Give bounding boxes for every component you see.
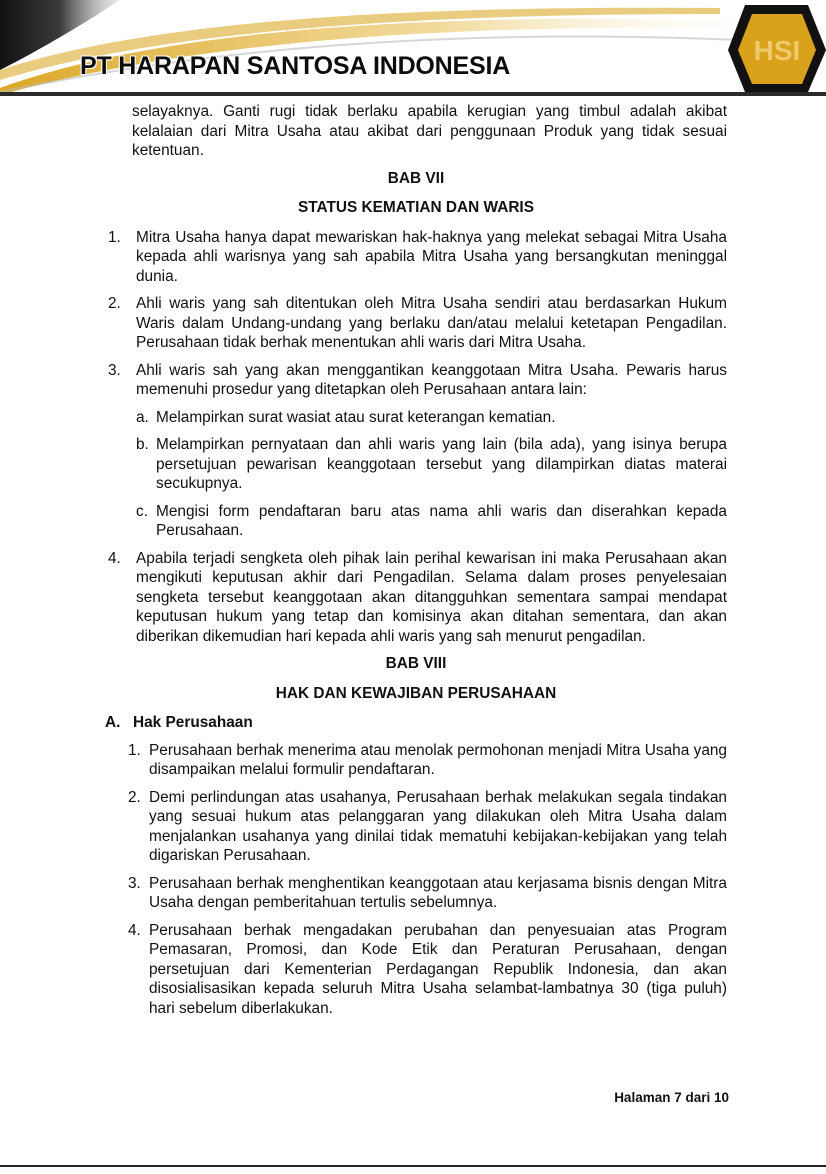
item-text: Apabila terjadi sengketa oleh pihak lain perihal kewarisan ini maka Perusahaan akan mengikuti keputusan akhir dari Pengadilan. Selama dalam proses penyelesaian sengketa tersebut keanggotaan akan ditangguhkan sementara sampai mendapat keputusan hukum yang tetap dan komisinya akan ditahan sementara, dan akan diberikan dikemudian hari kepada ahli waris yang sah menurut pengadilan. xyxy=(136,549,727,645)
list-item xyxy=(105,228,727,287)
list-item xyxy=(105,788,727,866)
subitem-text: Melampirkan pernyataan dan ahli waris yang lain (bila ada), yang isinya berupa persetujuan pewarisan keanggotaan tersebut yang dilampirkan diatas materai secukupnya. xyxy=(156,436,727,492)
sub-list-item xyxy=(105,435,727,494)
document-body xyxy=(105,102,727,1026)
bab8-heading: BAB VIII xyxy=(385,655,447,672)
bab7-title: STATUS KEMATIAN DAN WARIS xyxy=(298,199,534,216)
section-letter: A. xyxy=(105,714,121,731)
item-number: 4. xyxy=(108,549,121,567)
subitem-text: Mengisi form pendaftaran baru atas nama ahli waris dan diserahkan kepada Perusahaan. xyxy=(156,502,727,539)
page-header xyxy=(0,0,826,96)
footer-divider xyxy=(0,1165,826,1167)
item-text: Ahli waris sah yang akan menggantikan keanggotaan Mitra Usaha. Pewaris harus memenuhi prosedur yang ditetapkan oleh Perusahaan antara lain: xyxy=(136,361,727,398)
list-item xyxy=(105,921,727,1019)
item-text: Ahli waris yang sah ditentukan oleh Mitra Usaha sendiri atau berdasarkan Hukum Waris dalam Undang-undang yang berlaku dan/atau melalui ketetapan Pengadilan. Perusahaan tidak berhak menentukan ahli waris dari Mitra Usaha. xyxy=(136,295,727,351)
section-heading xyxy=(105,713,727,733)
bab7-heading: BAB VII xyxy=(387,169,445,187)
subitem-letter: c. xyxy=(136,502,148,520)
sub-list-item xyxy=(105,408,727,428)
bab8-title: HAK DAN KEWAJIBAN PERUSAHAAN xyxy=(275,684,557,702)
item-number: 1. xyxy=(108,228,121,246)
item-text: Demi perlindungan atas usahanya, Perusahaan berhak melakukan segala tindakan yang sesuai hukum atas pelanggaran yang dilakukan oleh Mitra Usaha dalam menjalankan usahanya yang dinilai tidak mematuhi kebijakan-kebijakan yang telah digariskan Perusahaan. xyxy=(149,788,727,864)
header-swoosh-graphic xyxy=(0,0,826,96)
item-text: Perusahaan berhak menghentikan keanggotaan atau kerjasama bisnis dengan Mitra Usaha dengan pemberitahuan tertulis sebelumnya. xyxy=(149,874,727,911)
item-number: 2. xyxy=(108,295,121,312)
intro-paragraph: selayaknya. Ganti rugi tidak berlaku apabila kerugian yang timbul adalah akibat kelalaian dari Mitra Usaha atau akibat dari penggunaan Produk yang tidak sesuai ketentuan. xyxy=(132,103,727,159)
subitem-letter: b. xyxy=(136,436,149,453)
list-item xyxy=(105,549,727,647)
subitem-text: Melampirkan surat wasiat atau surat keterangan kematian. xyxy=(156,408,556,426)
svg-text:HSI: HSI xyxy=(753,35,801,66)
subitem-letter: a. xyxy=(136,408,149,426)
sub-list-item xyxy=(105,502,727,541)
list-item xyxy=(105,741,727,780)
list-item xyxy=(105,294,727,353)
item-text: Perusahaan berhak menerima atau menolak permohonan menjadi Mitra Usaha yang disampaikan melalui formulir pendaftaran. xyxy=(149,741,727,778)
company-name: PT HARAPAN SANTOSA INDONESIA xyxy=(80,52,511,80)
item-text: Perusahaan berhak mengadakan perubahan dan penyesuaian atas Program Pemasaran, Promosi, dan Kode Etik dan Peraturan Perusahaan, dengan persetujuan dari Kementerian Perdagangan Republik Indonesia, dan akan disosialisasikan kepada seluruh Mitra Usaha selambat-lambatnya 30 (tiga puluh) hari sebelum diberlakukan. xyxy=(149,921,727,1017)
page-number: Halaman 7 dari 10 xyxy=(614,1090,729,1105)
item-number: 3. xyxy=(108,361,121,379)
item-number: 3. xyxy=(128,874,141,892)
section-title: Hak Perusahaan xyxy=(133,714,253,731)
item-number: 1. xyxy=(128,741,141,759)
list-item xyxy=(105,874,727,913)
item-number: 2. xyxy=(128,788,141,806)
list-item xyxy=(105,361,727,400)
item-text: Mitra Usaha hanya dapat mewariskan hak-haknya yang melekat sebagai Mitra Usaha kepada ahli warisnya yang sah apabila Mitra Usaha yang bersangkutan meninggal dunia. xyxy=(136,228,727,285)
item-number: 4. xyxy=(128,921,141,939)
